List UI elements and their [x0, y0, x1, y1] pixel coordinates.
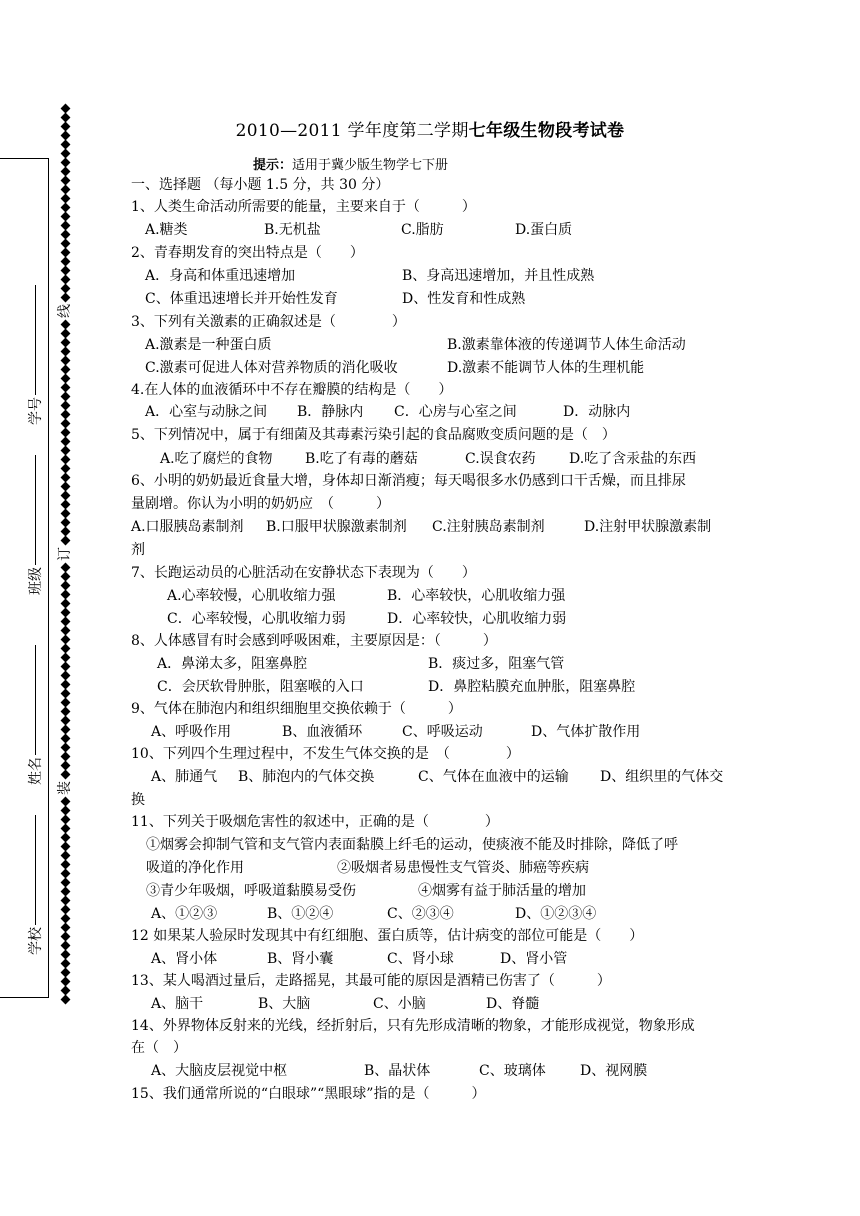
question-stem: 5、下列情况中，属于有细菌及其毒素污染引起的食品腐败变质问题的是（ ）	[131, 427, 616, 443]
diamond-mark	[61, 293, 70, 302]
question-stem-cont: 量剧增。你认为小明的奶奶应 （ ）	[131, 496, 390, 512]
school-blank	[34, 815, 36, 925]
option-a[interactable]: A．身高和体重迅速增加	[145, 268, 296, 284]
option-a[interactable]: A、大脑皮层视觉中枢	[151, 1063, 288, 1079]
statement-item: ②吸烟者易患慢性支气管炎、肺癌等疾病	[337, 860, 589, 876]
option-b[interactable]: B．静脉内	[297, 404, 364, 420]
diamond-mark	[61, 995, 70, 1004]
option-a[interactable]: A.口服胰岛素制剂	[131, 519, 244, 535]
option-a[interactable]: A.糖类	[145, 222, 188, 238]
question-stem: 1、人类生命活动所需要的能量，主要来自于（ ）	[131, 199, 476, 215]
question-stem: 14、外界物体反射来的光线，经折射后，只有先形成清晰的物象，才能形成视觉，物象形成	[131, 1018, 695, 1034]
cut-mark-label: 装	[57, 781, 73, 795]
question-stem: 9、气体在肺泡内和组织细胞里交换依赖于（ ）	[131, 701, 462, 717]
hint-label: 提示：	[253, 158, 293, 173]
option-b[interactable]: B、肺泡内的气体交换	[238, 769, 375, 785]
student-id-label: 学号	[28, 397, 44, 425]
option-b[interactable]: B、①②④	[267, 906, 334, 922]
question-stem: 10、下列四个生理过程中，不发生气体交换的是 （ ）	[131, 746, 520, 762]
option-d[interactable]: D、组织里的气体交	[600, 769, 724, 785]
exam-hint	[253, 154, 448, 173]
question-stem: 12 如果某人验尿时发现其中有红细胞、蛋白质等，估计病变的部位可能是（ ）	[131, 928, 644, 944]
cut-mark-label: 线	[57, 304, 73, 318]
option-b[interactable]: B、肾小囊	[267, 951, 334, 967]
option-a[interactable]: A、肾小体	[151, 951, 218, 967]
class-label: 班级	[28, 567, 44, 595]
name-field[interactable]	[25, 635, 45, 785]
option-b[interactable]: B．心率较快，心肌收缩力强	[387, 588, 566, 604]
option-a[interactable]: A、肺通气	[151, 769, 218, 785]
cut-line-diamonds	[58, 104, 72, 1022]
option-d[interactable]: D.激素不能调节人体的生理机能	[447, 360, 645, 376]
option-c[interactable]: C．心率较慢，心肌收缩力弱	[167, 611, 346, 627]
option-d[interactable]: D、肾小管	[500, 951, 568, 967]
diamond-mark	[61, 536, 70, 545]
option-d[interactable]: D、性发育和性成熟	[402, 291, 526, 307]
option-wrap: 换	[131, 792, 145, 808]
title-bold: 七年级生物段考试卷	[468, 121, 625, 141]
student-id-field[interactable]	[25, 275, 45, 425]
option-c[interactable]: C、呼吸运动	[402, 724, 483, 740]
question-stem: 2、青春期发育的突出特点是（ ）	[131, 245, 364, 261]
option-a[interactable]: A．心室与动脉之间	[145, 404, 268, 420]
option-d[interactable]: D．心率较快，心肌收缩力弱	[387, 611, 567, 627]
option-c[interactable]: C.误食农药	[465, 451, 536, 467]
option-b[interactable]: B、血液循环	[282, 724, 363, 740]
option-b[interactable]: B.吃了有毒的蘑菇	[305, 451, 418, 467]
option-c[interactable]: C、气体在血液中的运输	[418, 769, 569, 785]
school-label: 学校	[28, 927, 44, 955]
option-d[interactable]: D、视网膜	[580, 1063, 648, 1079]
student-id-blank	[34, 285, 36, 395]
statement-item: ①烟雾会抑制气管和支气管内表面黏膜上纤毛的运动，使痰液不能及时排除，降低了呼	[146, 837, 678, 853]
option-d[interactable]: D、①②③④	[515, 906, 597, 922]
option-a[interactable]: A.激素是一种蛋白质	[145, 337, 272, 353]
question-stem: 11、下列关于吸烟危害性的叙述中，正确的是（ ）	[131, 814, 499, 830]
question-stem: 6、小明的奶奶最近食量大增，身体却日渐消瘦；每天喝很多水仍感到口干舌燥，而且排尿	[131, 473, 686, 489]
option-c[interactable]: C、小脑	[373, 996, 426, 1012]
question-stem: 8、人体感冒有时会感到呼吸困难，主要原因是：（ ）	[131, 633, 497, 649]
option-d[interactable]: D.吃了含汞盐的东西	[569, 451, 697, 467]
option-c[interactable]: C、②③④	[387, 906, 454, 922]
statement-item: ③青少年吸烟，呼吸道黏膜易受伤	[146, 883, 356, 899]
option-c[interactable]: C.注射胰岛素制剂	[432, 519, 545, 535]
option-a[interactable]: A．鼻涕太多，阻塞鼻腔	[157, 656, 308, 672]
question-stem: 15、我们通常所说的“白眼球”“黑眼球”指的是（ ）	[131, 1086, 486, 1102]
hint-text: 适用于冀少版生物学七下册	[292, 158, 449, 173]
name-label: 姓名	[28, 757, 44, 785]
option-a[interactable]: A、①②③	[151, 906, 218, 922]
option-d[interactable]: D．鼻腔粘膜充血肿胀，阻塞鼻腔	[428, 679, 636, 695]
option-d[interactable]: D.注射甲状腺激素制	[584, 519, 712, 535]
class-blank	[34, 455, 36, 565]
class-field[interactable]	[25, 445, 45, 595]
option-b[interactable]: B、大脑	[258, 996, 311, 1012]
option-a[interactable]: A.吃了腐烂的食物	[160, 451, 273, 467]
school-field[interactable]	[25, 805, 45, 955]
option-c[interactable]: C．心房与心室之间	[394, 404, 517, 420]
option-c[interactable]: C、体重迅速增长并开始性发育	[145, 291, 338, 307]
question-stem: 7、长跑运动员的心脏活动在安静状态下表现为（ ）	[131, 565, 476, 581]
option-b[interactable]: B、身高迅速增加，并且性成熟	[402, 268, 595, 284]
question-stem-cont: 在（ ）	[131, 1040, 187, 1056]
option-a[interactable]: A、脑干	[151, 996, 204, 1012]
cut-mark-label: 订	[57, 547, 73, 561]
name-blank	[34, 645, 36, 755]
option-d[interactable]: D．动脉内	[563, 404, 631, 420]
statement-item: 吸道的净化作用	[146, 860, 244, 876]
option-d[interactable]: D.蛋白质	[515, 222, 573, 238]
option-c[interactable]: C.激素可促进人体对营养物质的消化吸收	[145, 360, 398, 376]
statement-item: ④烟雾有益于肺活量的增加	[418, 883, 586, 899]
option-c[interactable]: C、玻璃体	[479, 1063, 546, 1079]
option-b[interactable]: B.无机盐	[264, 222, 321, 238]
option-d[interactable]: D、脊髓	[486, 996, 540, 1012]
diamond-mark	[61, 770, 70, 779]
option-a[interactable]: A.心率较慢，心肌收缩力强	[167, 588, 336, 604]
option-b[interactable]: B.激素靠体液的传递调节人体生命活动	[447, 337, 686, 353]
question-stem: 13、某人喝酒过量后，走路摇晃，其最可能的原因是酒精已伤害了（ ）	[131, 973, 611, 989]
question-stem: 3、下列有关激素的正确叙述是（ ）	[131, 314, 406, 330]
option-wrap: 剂	[131, 542, 145, 558]
option-c[interactable]: C．会厌软骨肿胀，阻塞喉的入口	[157, 679, 364, 695]
option-b[interactable]: B．痰过多，阻塞气管	[428, 656, 565, 672]
exam-title	[0, 116, 860, 141]
option-b[interactable]: B、晶状体	[364, 1063, 431, 1079]
option-a[interactable]: A、呼吸作用	[151, 724, 232, 740]
option-d[interactable]: D、气体扩散作用	[531, 724, 641, 740]
option-c[interactable]: C、肾小球	[387, 951, 454, 967]
section-heading: 一、选择题 （每小题 1.5 分，共 30 分）	[131, 177, 390, 193]
option-c[interactable]: C.脂肪	[401, 222, 444, 238]
option-b[interactable]: B.口服甲状腺激素制剂	[266, 519, 407, 535]
question-stem: 4.在人体的血液循环中不存在瓣膜的结构是（ ）	[131, 382, 453, 398]
title-prefix: 2010—2011 学年度第二学期	[235, 121, 469, 141]
